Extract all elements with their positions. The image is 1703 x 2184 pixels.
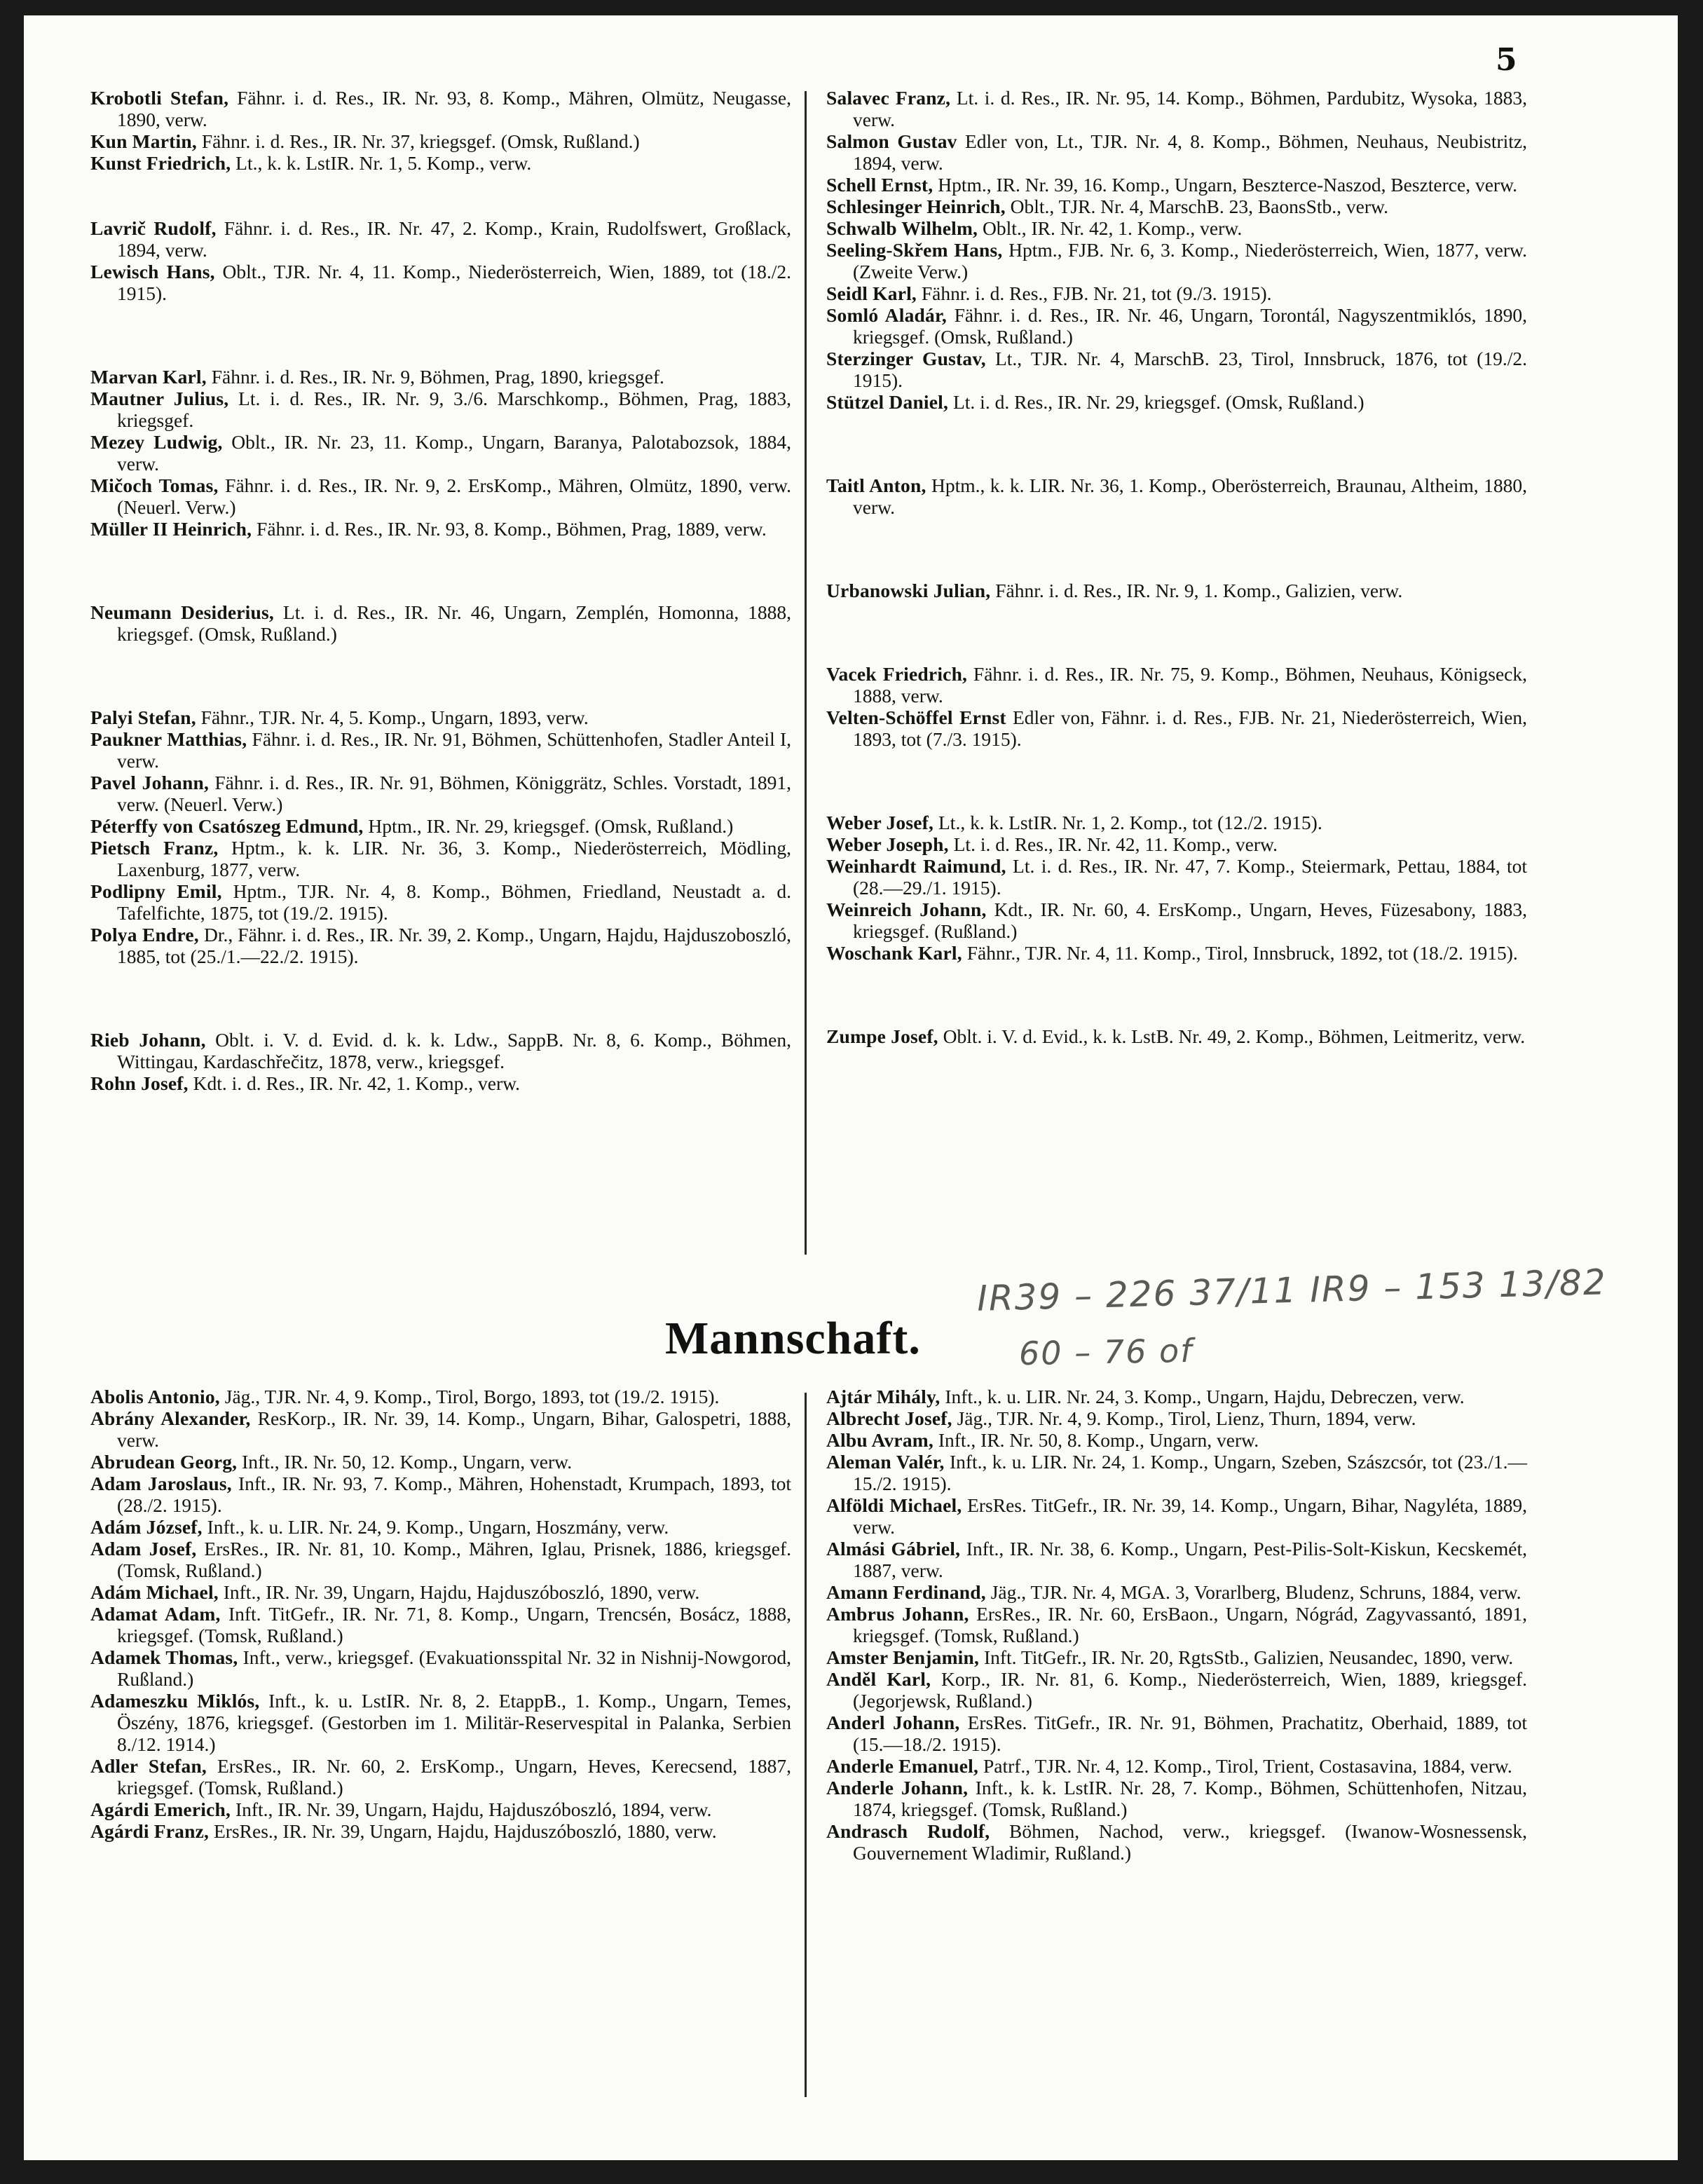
entry-details: Oblt., IR. Nr. 42, 1. Komp., verw. [978, 217, 1243, 239]
list-entry [826, 1668, 1527, 1712]
entry-details: Lt. i. d. Res., IR. Nr. 29, kriegsgef. (Omsk, Rußland.) [948, 391, 1365, 413]
entry-name: Schell Ernst, [826, 174, 933, 196]
entry-name: Seidl Karl, [826, 282, 917, 304]
list-entry [90, 1603, 791, 1646]
entry-name: Salmon Gustav [826, 130, 957, 152]
entry-name: Ambrus Johann, [826, 1603, 969, 1625]
list-entry [826, 1386, 1527, 1407]
entry-name: Anděl Karl, [826, 1668, 931, 1690]
entry-details: Hptm., FJB. Nr. 6, 3. Komp., Niederösterreich, Wien, 1877, verw. (Zweite Verw.) [853, 239, 1527, 282]
list-entry [90, 772, 791, 815]
entry-name: Adam Josef, [90, 1538, 197, 1559]
list-entry [826, 196, 1527, 217]
entry-name: Adám József, [90, 1516, 203, 1538]
entry-spacer [826, 601, 1527, 663]
handwritten-note: IR39 – 226 37/11 IR9 – 153 13/82 [976, 1262, 1608, 1319]
entry-name: Agárdi Emerich, [90, 1799, 231, 1820]
entry-name: Mičoch Tomas, [90, 475, 219, 496]
entry-details: Jäg., TJR. Nr. 4, 9. Komp., Tirol, Lienz, Thurn, 1894, verw. [952, 1407, 1416, 1429]
list-entry [826, 833, 1527, 855]
entry-name: Palyi Stefan, [90, 707, 196, 728]
entry-name: Andrasch Rudolf, [826, 1820, 990, 1842]
entry-details: Inft., IR. Nr. 50, 12. Komp., Ungarn, verw. [237, 1451, 573, 1473]
entry-name: Seeling-Skřem Hans, [826, 239, 1003, 261]
entry-name: Weinhardt Raimund, [826, 855, 1006, 877]
entry-details: Kdt., IR. Nr. 60, 4. ErsKomp., Ungarn, Heves, Füzesabony, 1883, kriegsgef. (Rußland.) [853, 899, 1527, 942]
list-entry [826, 1407, 1527, 1429]
entry-details: Fähnr. i. d. Res., FJB. Nr. 21, tot (9./3. 1915). [917, 282, 1272, 304]
entry-details: Fähnr. i. d. Res., IR. Nr. 9, Böhmen, Prag, 1890, kriegsgef. [206, 366, 664, 388]
entry-details: Inft., IR. Nr. 50, 8. Komp., Ungarn, verw. [933, 1429, 1259, 1451]
entry-name: Pavel Johann, [90, 772, 210, 793]
list-entry [90, 366, 791, 388]
list-entry [826, 580, 1527, 601]
list-entry [90, 1690, 791, 1755]
list-entry [826, 391, 1527, 413]
entry-details: Oblt. i. V. d. Evid. d. k. k. Ldw., SappB. Nr. 8, 6. Komp., Böhmen, Wittingau, Kardaschřečitz, 1878, verw., kriegsgef. [117, 1029, 791, 1072]
list-entry [826, 1451, 1527, 1494]
list-entry [826, 942, 1527, 964]
list-entry [90, 1755, 791, 1799]
list-entry [90, 1386, 791, 1407]
entry-details: Kdt. i. d. Res., IR. Nr. 42, 1. Komp., verw. [188, 1072, 521, 1094]
entry-name: Mezey Ludwig, [90, 431, 223, 453]
entry-details: Inft., IR. Nr. 93, 7. Komp., Mähren, Hohenstadt, Krumpach, 1893, tot (28./2. 1915). [117, 1473, 791, 1516]
entry-details: Korp., IR. Nr. 81, 6. Komp., Niederösterreich, Wien, 1889, kriegsgef. (Jegorjewsk, Rußland.) [853, 1668, 1527, 1712]
entry-details: Oblt., TJR. Nr. 4, 11. Komp., Niederösterreich, Wien, 1889, tot (18./2. 1915). [117, 261, 791, 304]
list-entry [826, 1712, 1527, 1755]
entry-details: Fähnr. i. d. Res., IR. Nr. 91, Böhmen, Schüttenhofen, Stadler Anteil I, verw. [117, 728, 791, 772]
entry-name: Ajtár Mihály, [826, 1386, 941, 1407]
entry-details: Böhmen, Nachod, verw., kriegsgef. (Iwanow-Wosnessensk, Gouvernement Wladimir, Rußland.) [853, 1820, 1527, 1864]
entry-name: Taitl Anton, [826, 475, 926, 496]
entry-details: Hptm., TJR. Nr. 4, 8. Komp., Böhmen, Friedland, Neustadt a. d. Tafelfichte, 1875, tot (19./2. 1915). [117, 880, 791, 924]
entry-name: Adameszku Miklós, [90, 1690, 260, 1712]
entry-name: Weinreich Johann, [826, 899, 987, 920]
list-entry [90, 1407, 791, 1451]
entry-details: Inft., verw., kriegsgef. (Evakuationsspital Nr. 32 in Nishnij-Nowgorod, Rußland.) [117, 1646, 791, 1690]
list-entry [826, 282, 1527, 304]
list-entry [90, 1646, 791, 1690]
list-entry [90, 601, 791, 645]
entry-name: Vacek Friedrich, [826, 663, 968, 685]
entry-name: Pietsch Franz, [90, 837, 219, 859]
list-entry [90, 1581, 791, 1603]
entry-details: Fähnr. i. d. Res., IR. Nr. 9, 1. Komp., Galizien, verw. [990, 580, 1403, 601]
entry-details: ErsRes., IR. Nr. 81, 10. Komp., Mähren, Iglau, Prisnek, 1886, kriegsgef. (Tomsk, Rußland.) [117, 1538, 791, 1581]
entry-details: Inft. TitGefr., IR. Nr. 71, 8. Komp., Ungarn, Trencsén, Bosácz, 1888, kriegsgef. (Tomsk, Rußland.) [117, 1603, 791, 1646]
page-number: 5 [1496, 42, 1517, 78]
entry-details: Fähnr. i. d. Res., IR. Nr. 75, 9. Komp., Böhmen, Neuhaus, Königseck, 1888, verw. [853, 663, 1527, 707]
officers-column-right [826, 87, 1527, 1047]
list-entry [826, 812, 1527, 833]
entry-details: Lt., TJR. Nr. 4, MarschB. 23, Tirol, Innsbruck, 1876, tot (19./2. 1915). [853, 348, 1527, 391]
entry-details: Oblt., IR. Nr. 23, 11. Komp., Ungarn, Baranya, Palotabozsok, 1884, verw. [117, 431, 792, 475]
list-entry [826, 130, 1527, 174]
list-entry [826, 663, 1527, 707]
entry-details: Fähnr. i. d. Res., IR. Nr. 9, 2. ErsKomp., Mähren, Olmütz, 1890, verw. (Neuerl. Verw.) [117, 475, 791, 518]
list-entry [90, 1451, 791, 1473]
entry-name: Albrecht Josef, [826, 1407, 952, 1429]
entry-details: Inft., IR. Nr. 39, Ungarn, Hajdu, Hajduszóboszló, 1894, verw. [231, 1799, 712, 1820]
list-entry [826, 855, 1527, 899]
entry-details: Fähnr., TJR. Nr. 4, 5. Komp., Ungarn, 1893, verw. [196, 707, 589, 728]
entry-spacer [826, 518, 1527, 580]
entry-name: Mautner Julius, [90, 388, 229, 409]
list-entry [90, 475, 791, 518]
entry-name: Aleman Valér, [826, 1451, 945, 1473]
list-entry [826, 1777, 1527, 1820]
list-entry [90, 1516, 791, 1538]
entry-name: Woschank Karl, [826, 942, 962, 964]
list-entry [90, 518, 791, 540]
entry-details: Hptm., IR. Nr. 29, kriegsgef. (Omsk, Rußland.) [363, 815, 734, 837]
entry-details: Oblt., TJR. Nr. 4, MarschB. 23, BaonsStb., verw. [1005, 196, 1388, 217]
list-entry [826, 1025, 1527, 1047]
entry-details: Fähnr. i. d. Res., IR. Nr. 93, 8. Komp., Mähren, Olmütz, Neugasse, 1890, verw. [117, 87, 791, 130]
list-entry [826, 1538, 1527, 1581]
list-entry [826, 304, 1527, 348]
entry-details: Inft., IR. Nr. 39, Ungarn, Hajdu, Hajduszóboszló, 1890, verw. [218, 1581, 700, 1603]
list-entry [90, 728, 791, 772]
entry-details: Lt. i. d. Res., IR. Nr. 9, 3./6. Marschkomp., Böhmen, Prag, 1883, kriegsgef. [117, 388, 791, 431]
list-entry [826, 1755, 1527, 1777]
list-entry [826, 87, 1527, 130]
entry-name: Kun Martin, [90, 130, 197, 152]
entry-name: Abolis Antonio, [90, 1386, 220, 1407]
list-entry [826, 1603, 1527, 1646]
entry-details: ErsRes., IR. Nr. 60, 2. ErsKomp., Ungarn, Heves, Kerecsend, 1887, kriegsgef. (Tomsk, Rußland.) [117, 1755, 791, 1799]
entry-details: Patrf., TJR. Nr. 4, 12. Komp., Tirol, Trient, Costasavina, 1884, verw. [978, 1755, 1512, 1777]
entry-spacer [826, 413, 1527, 475]
entry-name: Agárdi Franz, [90, 1820, 210, 1842]
entry-details: Fähnr. i. d. Res., IR. Nr. 91, Böhmen, Königgrätz, Schles. Vorstadt, 1891, verw. (Neuerl. Verw.) [117, 772, 791, 815]
list-entry [826, 174, 1527, 196]
entry-name: Kunst Friedrich, [90, 152, 231, 174]
entry-name: Rieb Johann, [90, 1029, 206, 1051]
list-entry [90, 1072, 791, 1094]
entry-details: ErsRes. TitGefr., IR. Nr. 39, 14. Komp., Ungarn, Bihar, Nagyléta, 1889, verw. [853, 1494, 1527, 1538]
entry-details: Inft., k. u. LIR. Nr. 24, 3. Komp., Ungarn, Hajdu, Debreczen, verw. [940, 1386, 1465, 1407]
entry-details: Inft., k. u. LIR. Nr. 24, 9. Komp., Ungarn, Hoszmány, verw. [202, 1516, 669, 1538]
list-entry [90, 837, 791, 880]
entry-spacer [90, 304, 791, 366]
entry-details: Lt. i. d. Res., IR. Nr. 95, 14. Komp., Böhmen, Pardubitz, Wysoka, 1883, verw. [853, 87, 1527, 130]
entry-name: Adamek Thomas, [90, 1646, 238, 1668]
entry-name: Podlipny Emil, [90, 880, 222, 902]
soldiers-column-right [826, 1386, 1527, 1864]
entry-details: Edler von, Lt., TJR. Nr. 4, 8. Komp., Böhmen, Neuhaus, Neubistritz, 1894, verw. [853, 130, 1527, 174]
list-entry [90, 880, 791, 924]
entry-name: Adám Michael, [90, 1581, 219, 1603]
list-entry [90, 130, 791, 152]
entry-details: Lt. i. d. Res., IR. Nr. 46, Ungarn, Zemplén, Homonna, 1888, kriegsgef. (Omsk, Rußland.) [117, 601, 792, 645]
handwritten-note: 60 – 76 of [1018, 1331, 1194, 1373]
list-entry [90, 152, 791, 174]
entry-details: ErsRes., IR. Nr. 60, ErsBaon., Ungarn, Nógrád, Zagyvassantó, 1891, kriegsgef. (Tomsk, Rußland.) [853, 1603, 1527, 1646]
entry-name: Neumann Desiderius, [90, 601, 274, 623]
list-entry [826, 1581, 1527, 1603]
entry-details: Inft., IR. Nr. 38, 6. Komp., Ungarn, Pest-Pilis-Solt-Kiskun, Kecskemét, 1887, verw. [853, 1538, 1527, 1581]
list-entry [90, 924, 791, 967]
list-entry [90, 1820, 791, 1842]
section-heading: Mannschaft. [665, 1313, 921, 1364]
entry-name: Müller II Heinrich, [90, 518, 252, 540]
list-entry [90, 431, 791, 475]
entry-name: Salavec Franz, [826, 87, 951, 109]
entry-name: Lavrič Rudolf, [90, 217, 217, 239]
list-entry [826, 239, 1527, 282]
entry-details: Lt., k. k. LstIR. Nr. 1, 2. Komp., tot (12./2. 1915). [933, 812, 1322, 833]
entry-name: Velten-Schöffel Ernst [826, 707, 1006, 728]
entry-name: Weber Joseph, [826, 833, 949, 855]
entry-details: Inft., k. u. LstIR. Nr. 8, 2. EtappB., 1. Komp., Ungarn, Temes, Öszény, 1876, kriegsgef. (Gestorben im 1. Militär-Reservespital in Palanka, Serbien 8./12. 1914.) [117, 1690, 791, 1755]
entry-name: Anderle Emanuel, [826, 1755, 979, 1777]
list-entry [90, 261, 791, 304]
entry-details: Fähnr., TJR. Nr. 4, 11. Komp., Tirol, Innsbruck, 1892, tot (18./2. 1915). [962, 942, 1518, 964]
entry-name: Schwalb Wilhelm, [826, 217, 978, 239]
entry-name: Amann Ferdinand, [826, 1581, 986, 1603]
list-entry [826, 899, 1527, 942]
entry-name: Zumpe Josef, [826, 1025, 938, 1047]
entry-details: ErsRes. TitGefr., IR. Nr. 91, Böhmen, Prachatitz, Oberhaid, 1889, tot (15.—18./2. 1915). [853, 1712, 1527, 1755]
entry-details: Fähnr. i. d. Res., IR. Nr. 47, 2. Komp., Krain, Rudolfswert, Großlack, 1894, verw. [117, 217, 791, 261]
entry-name: Somló Aladár, [826, 304, 947, 326]
entry-name: Abrány Alexander, [90, 1407, 251, 1429]
list-entry [826, 1646, 1527, 1668]
entry-details: ErsRes., IR. Nr. 39, Ungarn, Hajdu, Hajduszóboszló, 1880, verw. [209, 1820, 717, 1842]
entry-name: Marvan Karl, [90, 366, 207, 388]
entry-name: Weber Josef, [826, 812, 934, 833]
entry-details: Inft. TitGefr., IR. Nr. 20, RgtsStb., Galizien, Neusandec, 1890, verw. [979, 1646, 1514, 1668]
list-entry [90, 1538, 791, 1581]
entry-details: Lt. i. d. Res., IR. Nr. 47, 7. Komp., Steiermark, Pettau, 1884, tot (28.—29./1. 1915). [853, 855, 1528, 899]
document-page [24, 15, 1678, 2160]
entry-details: Jäg., TJR. Nr. 4, MGA. 3, Vorarlberg, Bludenz, Schruns, 1884, verw. [985, 1581, 1521, 1603]
list-entry [826, 1820, 1527, 1864]
entry-name: Krobotli Stefan, [90, 87, 229, 109]
entry-name: Péterffy von Csatószeg Edmund, [90, 815, 364, 837]
column-divider [805, 91, 807, 1255]
list-entry [90, 815, 791, 837]
entry-details: Inft., k. k. LstIR. Nr. 28, 7. Komp., Böhmen, Schüttenhofen, Nitzau, 1874, kriegsgef. (Tomsk, Rußland.) [853, 1777, 1527, 1820]
entry-name: Anderl Johann, [826, 1712, 960, 1733]
entry-name: Lewisch Hans, [90, 261, 215, 282]
entry-spacer [90, 540, 791, 601]
officers-column-left [90, 87, 791, 1094]
entry-name: Urbanowski Julian, [826, 580, 991, 601]
entry-details: Fähnr. i. d. Res., IR. Nr. 93, 8. Komp., Böhmen, Prag, 1889, verw. [252, 518, 767, 540]
entry-name: Adamat Adam, [90, 1603, 221, 1625]
list-entry [90, 1473, 791, 1516]
entry-spacer [90, 645, 791, 707]
entry-name: Almási Gábriel, [826, 1538, 961, 1559]
entry-details: Lt. i. d. Res., IR. Nr. 42, 11. Komp., verw. [948, 833, 1278, 855]
entry-spacer [90, 967, 791, 1029]
entry-name: Schlesinger Heinrich, [826, 196, 1006, 217]
entry-details: Hptm., k. k. LIR. Nr. 36, 1. Komp., Oberösterreich, Braunau, Altheim, 1880, verw. [853, 475, 1527, 518]
entry-details: Oblt. i. V. d. Evid., k. k. LstB. Nr. 49, 2. Komp., Böhmen, Leitmeritz, verw. [938, 1025, 1526, 1047]
column-divider [805, 1393, 807, 2097]
list-entry [826, 217, 1527, 239]
entry-name: Anderle Johann, [826, 1777, 969, 1799]
entry-details: Fähnr. i. d. Res., IR. Nr. 37, kriegsgef. (Omsk, Rußland.) [196, 130, 640, 152]
entry-details: Hptm., IR. Nr. 39, 16. Komp., Ungarn, Beszterce-Naszod, Beszterce, verw. [933, 174, 1518, 196]
entry-name: Polya Endre, [90, 924, 199, 946]
entry-name: Albu Avram, [826, 1429, 933, 1451]
list-entry [90, 388, 791, 431]
entry-name: Paukner Matthias, [90, 728, 247, 750]
entry-spacer [826, 964, 1527, 1025]
entry-details: Dr., Fähnr. i. d. Res., IR. Nr. 39, 2. Komp., Ungarn, Hajdu, Hajduszoboszló, 1885, tot (25./1.—22./2. 1915). [117, 924, 791, 967]
list-entry [90, 1799, 791, 1820]
entry-details: Inft., k. u. LIR. Nr. 24, 1. Komp., Ungarn, Szeben, Szászcsór, tot (23./1.—15./2. 1915). [853, 1451, 1527, 1494]
entry-details: Edler von, Fähnr. i. d. Res., FJB. Nr. 21, Niederösterreich, Wien, 1893, tot (7./3. 1915). [853, 707, 1527, 750]
entry-name: Abrudean Georg, [90, 1451, 238, 1473]
entry-spacer [90, 174, 791, 217]
list-entry [826, 707, 1527, 750]
entry-spacer [826, 750, 1527, 812]
entry-details: Lt., k. k. LstIR. Nr. 1, 5. Komp., verw. [231, 152, 532, 174]
list-entry [90, 1029, 791, 1072]
entry-name: Rohn Josef, [90, 1072, 189, 1094]
soldiers-column-left [90, 1386, 791, 1842]
list-entry [90, 707, 791, 728]
entry-details: ResKorp., IR. Nr. 39, 14. Komp., Ungarn, Bihar, Galospetri, 1888, verw. [117, 1407, 792, 1451]
list-entry [826, 348, 1527, 391]
entry-name: Amster Benjamin, [826, 1646, 980, 1668]
entry-name: Stützel Daniel, [826, 391, 949, 413]
list-entry [826, 1494, 1527, 1538]
entry-details: Jäg., TJR. Nr. 4, 9. Komp., Tirol, Borgo, 1893, tot (19./2. 1915). [219, 1386, 720, 1407]
entry-name: Alföldi Michael, [826, 1494, 962, 1516]
list-entry [90, 217, 791, 261]
list-entry [826, 1429, 1527, 1451]
entry-details: Fähnr. i. d. Res., IR. Nr. 46, Ungarn, Torontál, Nagyszentmiklós, 1890, kriegsgef. (Omsk, Rußland.) [853, 304, 1527, 348]
list-entry [90, 87, 791, 130]
list-entry [826, 475, 1527, 518]
entry-name: Adam Jaroslaus, [90, 1473, 232, 1494]
entry-name: Adler Stefan, [90, 1755, 207, 1777]
entry-details: Hptm., k. k. LIR. Nr. 36, 3. Komp., Niederösterreich, Mödling, Laxenburg, 1877, verw. [117, 837, 792, 880]
entry-name: Sterzinger Gustav, [826, 348, 986, 369]
